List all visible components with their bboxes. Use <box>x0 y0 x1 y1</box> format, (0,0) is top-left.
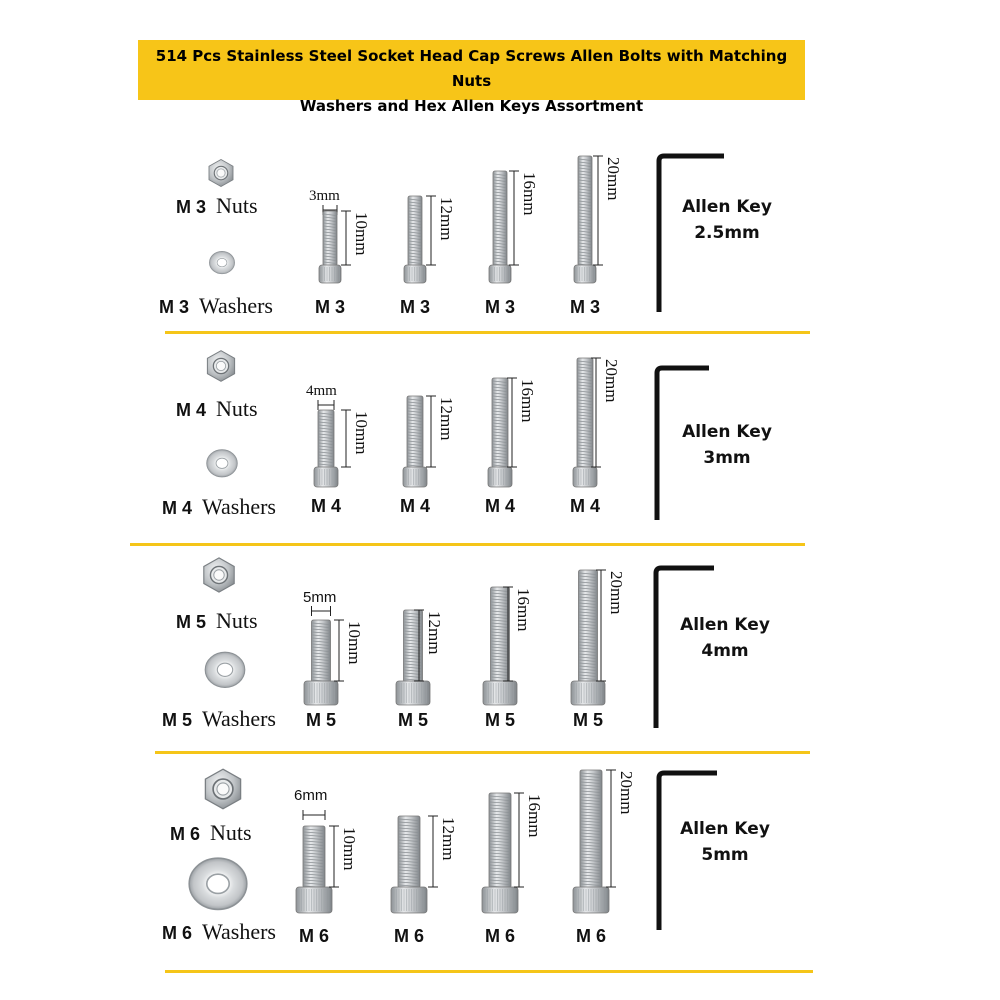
bolt-length-label: 16mm <box>525 794 544 838</box>
length-bracket <box>514 792 524 889</box>
allen-key-size: 2.5mm <box>694 223 760 243</box>
length-bracket <box>596 569 606 683</box>
bolt-size-label: M 4 <box>484 496 515 516</box>
bolt-size-label: M 5 <box>484 710 515 730</box>
bolt-diameter-label: 5mm <box>303 589 337 606</box>
socket-cap-screw-icon <box>402 195 428 285</box>
socket-cap-screw-icon <box>294 825 334 915</box>
bolt-size-label: M 3 <box>484 297 515 317</box>
washer-icon <box>203 650 247 690</box>
hex-nut-icon <box>200 556 238 594</box>
allen-key-size: 3mm <box>703 448 751 468</box>
socket-cap-screw-icon <box>317 210 343 285</box>
bolt-length-label: 10mm <box>352 212 371 256</box>
nuts-size: M 4 <box>176 400 207 420</box>
allen-key-label: Allen Key <box>682 197 772 217</box>
nuts-size: M 5 <box>176 612 207 632</box>
washers-label <box>162 919 276 945</box>
title-line-1: 514 Pcs Stainless Steel Socket Head Cap Screws Allen Bolts with Matching Nuts <box>155 47 788 90</box>
allen-key-size: 5mm <box>701 845 749 865</box>
bolt-length-label: 20mm <box>602 359 621 403</box>
bolt-diameter-label: 3mm <box>309 188 340 204</box>
hex-nut-icon <box>204 349 238 383</box>
washers-text: Washers <box>202 494 276 519</box>
length-bracket <box>503 586 513 683</box>
washers-label <box>162 706 276 732</box>
length-bracket <box>341 409 351 469</box>
bolt-size-label: M 5 <box>572 710 603 730</box>
length-bracket <box>606 769 616 889</box>
hex-nut-icon <box>206 158 236 188</box>
bolt-size-label: M 3 <box>314 297 345 317</box>
nuts-size: M 6 <box>170 824 201 844</box>
title-banner <box>138 40 805 115</box>
bolt-length-label: 16mm <box>514 588 533 632</box>
bolt-length-label: 10mm <box>352 411 371 455</box>
bolt-size-label: M 3 <box>399 297 430 317</box>
washers-size: M 4 <box>162 498 193 518</box>
bolt-length-label: 10mm <box>345 621 364 665</box>
washers-size: M 6 <box>162 923 193 943</box>
nuts-text: Nuts <box>216 193 258 218</box>
length-bracket <box>341 210 351 267</box>
nuts-text: Nuts <box>216 396 258 421</box>
nuts-label <box>176 608 258 634</box>
bolt-size-label: M 6 <box>484 926 515 946</box>
length-bracket <box>507 377 517 469</box>
socket-cap-screw-icon <box>389 815 429 915</box>
bolt-size-label: M 6 <box>393 926 424 946</box>
washers-label <box>162 494 276 520</box>
length-bracket <box>593 155 603 267</box>
nuts-label <box>170 820 252 846</box>
allen-key-label: Allen Key <box>682 422 772 442</box>
washers-text: Washers <box>202 919 276 944</box>
socket-cap-screw-icon <box>571 769 611 915</box>
bolt-length-label: 12mm <box>439 817 458 861</box>
washer-icon <box>205 448 239 479</box>
nuts-label <box>176 396 258 422</box>
diameter-bracket <box>301 606 341 616</box>
bolt-diameter-label: 4mm <box>306 383 337 399</box>
bolt-length-label: 12mm <box>437 197 456 241</box>
nuts-label <box>176 193 258 219</box>
washer-icon <box>208 250 236 275</box>
bolt-size-label: M 5 <box>305 710 336 730</box>
bolt-size-label: M 4 <box>399 496 430 516</box>
bolt-size-label: M 6 <box>575 926 606 946</box>
bolt-size-label: M 4 <box>569 496 600 516</box>
bolt-size-label: M 4 <box>310 496 341 516</box>
bolt-length-label: 16mm <box>518 379 537 423</box>
length-bracket <box>428 815 438 889</box>
bolt-length-label: 20mm <box>607 571 626 615</box>
length-bracket <box>329 825 339 889</box>
bolt-size-label: M 3 <box>569 297 600 317</box>
bolt-length-label: 20mm <box>604 157 623 201</box>
allen-key-label: Allen Key <box>680 819 770 839</box>
washers-text: Washers <box>202 706 276 731</box>
nuts-size: M 3 <box>176 197 207 217</box>
title-line-2: Washers and Hex Allen Keys Assortment <box>299 97 644 115</box>
bolt-length-label: 10mm <box>340 827 359 871</box>
length-bracket <box>426 395 436 469</box>
diameter-bracket <box>294 810 334 820</box>
bolt-length-label: 12mm <box>437 397 456 441</box>
washers-size: M 3 <box>159 297 190 317</box>
bolt-length-label: 16mm <box>520 172 539 216</box>
section-divider <box>155 751 810 754</box>
washers-size: M 5 <box>162 710 193 730</box>
allen-key-size: 4mm <box>701 641 749 661</box>
length-bracket <box>414 609 424 683</box>
allen-key-label: Allen Key <box>680 615 770 635</box>
washers-label <box>159 293 273 319</box>
length-bracket <box>509 170 519 267</box>
bolt-length-label: 12mm <box>425 611 444 655</box>
length-bracket <box>334 619 344 683</box>
section-divider <box>165 331 810 334</box>
nuts-text: Nuts <box>210 820 252 845</box>
section-divider <box>165 970 813 973</box>
bolt-size-label: M 5 <box>397 710 428 730</box>
socket-cap-screw-icon <box>401 395 429 489</box>
length-bracket <box>426 195 436 267</box>
bolt-length-label: 20mm <box>617 771 636 815</box>
washer-icon <box>186 855 250 913</box>
bolt-size-label: M 6 <box>298 926 329 946</box>
bolt-diameter-label: 6mm <box>294 787 328 804</box>
hex-nut-icon <box>201 767 245 811</box>
socket-cap-screw-icon <box>312 409 340 489</box>
nuts-text: Nuts <box>216 608 258 633</box>
section-divider <box>130 543 805 546</box>
length-bracket <box>591 357 601 469</box>
washers-text: Washers <box>199 293 273 318</box>
